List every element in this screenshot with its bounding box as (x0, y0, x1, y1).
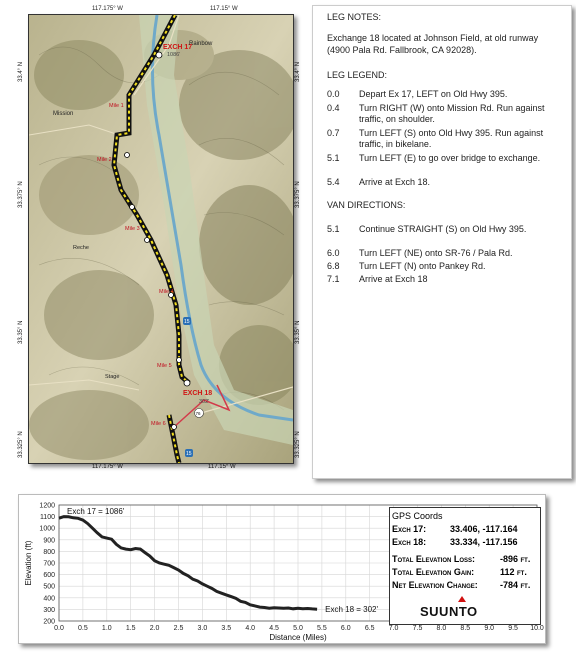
lon-bottom-right: 117.15° W (208, 464, 236, 470)
x-tick-label: 9.0 (484, 625, 495, 632)
rainbow-label: Rainbow (189, 41, 213, 47)
lat-right-1: 33.4° N (295, 61, 301, 82)
y-tick-label: 300 (43, 606, 55, 614)
mile-marker-5[interactable] (177, 358, 182, 363)
x-tick-label: 2.0 (149, 625, 160, 632)
y-tick-label: 400 (43, 595, 55, 603)
elevation-profile-panel (18, 494, 546, 644)
y-tick-label: 700 (43, 560, 55, 568)
hwy15-label: 15 (184, 319, 190, 325)
van-mile: 6.8 (327, 261, 340, 271)
van-mile: 5.1 (327, 224, 340, 234)
x-tick-label: 0.5 (78, 625, 88, 632)
lat-right-3: 33.35° N (295, 320, 301, 344)
legend-mile: 0.7 (327, 128, 340, 138)
x-tick-label: 4.5 (269, 625, 279, 632)
leg-notes-panel (312, 5, 572, 479)
mile-marker-6[interactable] (172, 425, 177, 430)
legend-text: Arrive at Exch 18. (359, 177, 431, 187)
exch18-label: EXCH 18 (183, 390, 213, 397)
stage-label: Stage (105, 374, 120, 380)
x-tick-label: 0.0 (54, 625, 64, 632)
gps-coords-box (389, 507, 541, 625)
x-tick-label: 1.5 (125, 625, 136, 632)
exch17-marker[interactable] (156, 52, 162, 58)
lon-top-right: 117.15° W (210, 6, 238, 12)
elevation-gain-label: Total Elevation Gain: (392, 567, 475, 577)
mile4-label: Mile 4 (159, 289, 174, 295)
gps-exch17-label: Exch 17: (392, 524, 427, 534)
van-mile: 7.1 (327, 274, 340, 284)
y-axis-label: Elevation (ft) (24, 540, 33, 586)
mile6-label: Mile 6 (151, 421, 166, 427)
lat-right-2: 33.375° N (295, 181, 301, 208)
lat-left-1: 33.4° N (18, 61, 24, 82)
legend-text: Turn LEFT (S) onto Old Hwy 395. Run against traffic, in bikelane. (359, 128, 544, 149)
x-tick-label: 8.0 (436, 625, 447, 632)
gps-exch18-label: Exch 18: (392, 537, 427, 547)
x-tick-label: 4.0 (245, 625, 256, 632)
van-text: Turn LEFT (N) onto Pankey Rd. (359, 261, 486, 271)
x-axis-label: Distance (Miles) (269, 633, 327, 642)
van-text: Turn LEFT (NE) onto SR-76 / Pala Rd. (359, 248, 513, 258)
y-tick-label: 1200 (39, 502, 55, 510)
y-tick-label: 1100 (39, 514, 55, 522)
exch17-label: EXCH 17 (163, 44, 193, 51)
x-tick-label: 6.5 (364, 625, 375, 632)
legend-mile: 5.1 (327, 153, 340, 163)
x-tick-label: 5.5 (317, 625, 327, 632)
mile3-label: Mile 3 (125, 226, 140, 232)
x-tick-label: 6.0 (340, 625, 351, 632)
van-text: Continue STRAIGHT (S) on Old Hwy 395. (359, 224, 527, 234)
mile1-label: Mile 1 (109, 103, 124, 109)
x-tick-label: 3.0 (197, 625, 208, 632)
gps-exch18-coords: 33.334, -117.156 (450, 537, 518, 547)
legend-text: Depart Ex 17, LEFT on Old Hwy 395. (359, 89, 508, 99)
y-tick-label: 500 (43, 583, 55, 591)
van-directions-title: VAN DIRECTIONS: (327, 200, 406, 210)
van-text: Arrive at Exch 18 (359, 274, 428, 284)
lon-top-left: 117.175° W (92, 6, 123, 12)
y-tick-label: 800 (43, 548, 55, 556)
mission-label: Mission (53, 111, 74, 117)
mile-marker-2[interactable] (130, 205, 135, 210)
x-tick-label: 3.5 (221, 625, 232, 632)
net-change-label: Net Elevation Change: (392, 580, 478, 590)
mile-marker-1[interactable] (125, 153, 130, 158)
annotation-exch17: Exch 17 = 1086' (67, 507, 125, 517)
legend-text: Turn LEFT (E) to go over bridge to exchange. (359, 153, 541, 163)
lat-right-4: 33.325° N (295, 431, 301, 458)
exch17-elev-label: 1086' (167, 52, 181, 58)
elevation-loss-label: Total Elevation Loss: (392, 554, 475, 564)
leg-notes-text: Exchange 18 located at Johnson Field, at old runway (4900 Pala Rd. Fallbrook, CA 92028). (327, 33, 539, 55)
mile2-label: Mile 2 (97, 157, 112, 163)
elevation-loss-value: -896 ft. (500, 554, 531, 564)
y-tick-label: 900 (43, 537, 55, 545)
legend-mile: 0.0 (327, 89, 340, 99)
suunto-brand: SUUNTO (420, 604, 478, 619)
x-tick-label: 5.0 (293, 625, 303, 632)
lat-left-4: 33.325° N (18, 431, 24, 458)
x-tick-label: 8.5 (460, 625, 471, 632)
mile5-label: Mile 5 (157, 363, 172, 369)
legend-text: Turn RIGHT (W) onto Mission Rd. Run against traffic, on shoulder. (359, 103, 545, 124)
reche-label: Reche (73, 245, 89, 251)
x-tick-label: 7.5 (412, 625, 423, 632)
net-change-value: -784 ft. (500, 580, 531, 590)
x-tick-label: 1.0 (101, 625, 112, 632)
x-tick-label: 7.0 (388, 625, 399, 632)
gps-exch17-coords: 33.406, -117.164 (450, 524, 518, 534)
x-tick-label: 10.0 (530, 625, 544, 632)
gps-title: GPS Coords (392, 511, 443, 521)
exch18-elev-label: 302' (199, 399, 210, 405)
van-mile: 6.0 (327, 248, 340, 258)
leg-legend-title: LEG LEGEND: (327, 70, 388, 80)
mile-marker-3[interactable] (145, 238, 150, 243)
lon-bottom-left: 117.175° W (92, 464, 123, 470)
leg-notes-title: LEG NOTES: (327, 12, 382, 22)
topographic-map[interactable] (28, 14, 294, 464)
x-tick-label: 9.5 (508, 625, 518, 632)
lat-left-3: 33.35° N (18, 320, 24, 344)
lat-left-2: 33.375° N (18, 181, 24, 208)
elevation-gain-value: 112 ft. (500, 567, 527, 577)
sr76-label: 76 (195, 411, 201, 416)
legend-mile: 0.4 (327, 103, 340, 113)
x-tick-label: 2.5 (173, 625, 184, 632)
hwy15-south-label: 15 (186, 451, 192, 457)
suunto-logo-icon (458, 596, 466, 602)
annotation-exch18: Exch 18 = 302' (325, 605, 379, 615)
y-tick-label: 200 (43, 618, 55, 626)
legend-mile: 5.4 (327, 177, 340, 187)
y-tick-label: 1000 (39, 525, 55, 533)
map-canvas (29, 15, 293, 463)
exch18-marker[interactable] (184, 380, 190, 386)
y-tick-label: 600 (43, 572, 55, 580)
